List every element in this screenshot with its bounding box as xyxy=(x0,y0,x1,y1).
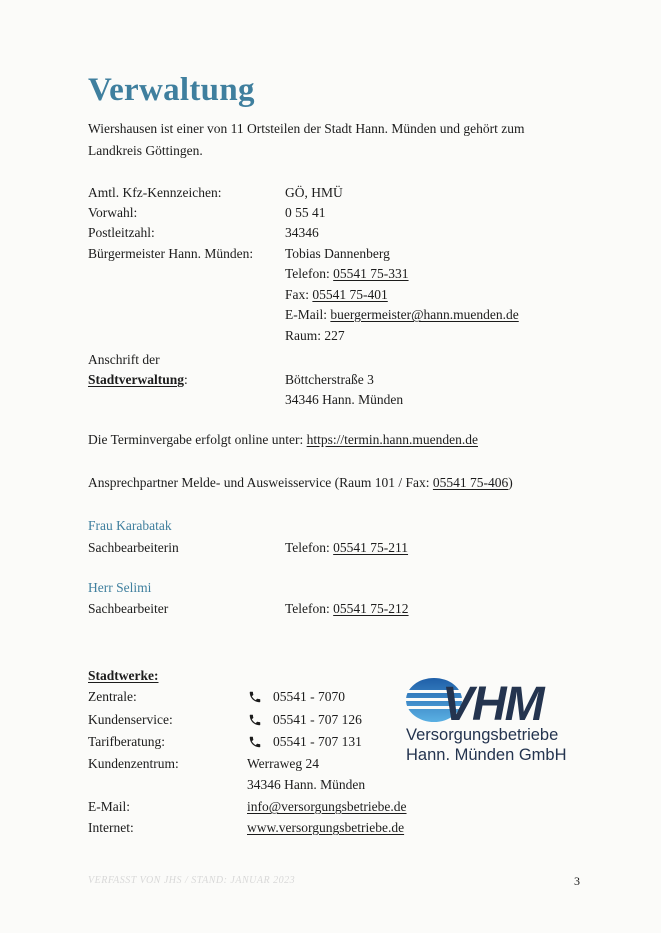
footer-note: VERFASST VON JHS / STAND: JANUAR 2023 xyxy=(88,875,296,886)
phone-prefix: Telefon: xyxy=(285,266,330,281)
buergermeister-label: Bürgermeister Hann. Münden: xyxy=(88,246,254,261)
tarifberatung-label: Tarifberatung: xyxy=(88,734,166,749)
phone-prefix: Telefon: xyxy=(285,540,330,555)
stadtwerke-email-link[interactable]: info@versorgungsbetriebe.de xyxy=(247,799,407,814)
email-label: E-Mail: xyxy=(88,799,130,814)
vorwahl-value: 0 55 41 xyxy=(285,205,326,220)
buergermeister-phone xyxy=(285,264,409,284)
phone-icon xyxy=(248,735,262,749)
ansprech-close: ) xyxy=(508,475,513,490)
contact-phone-link-2[interactable]: 05541 75-212 xyxy=(333,601,409,616)
ansprech-line xyxy=(88,473,513,493)
buergermeister-fax xyxy=(285,285,388,305)
contact-role-1: Sachbearbeiterin xyxy=(88,540,179,555)
vhm-logo xyxy=(404,676,584,766)
phone-icon xyxy=(248,690,262,704)
kundenzentrum-street: Werraweg 24 xyxy=(247,756,320,771)
buergermeister-name: Tobias Dannenberg xyxy=(285,246,390,261)
address-city: 34346 Hann. Münden xyxy=(285,392,404,407)
anschrift-label: Anschrift der xyxy=(88,352,160,367)
vorwahl-label: Vorwahl: xyxy=(88,205,138,220)
stadtverwaltung-label xyxy=(88,370,188,390)
colon: : xyxy=(184,372,188,387)
vhm-logo-mark xyxy=(404,676,584,726)
intro-paragraph: Wiershausen ist einer von 11 Ortsteilen der Stadt Hann. Münden und gehört zum Landkreis Göttingen. xyxy=(88,121,525,158)
plz-value: 34346 xyxy=(285,225,319,240)
page-number: 3 xyxy=(574,874,580,888)
termin-text: Die Terminvergabe erfolgt online unter: xyxy=(88,432,304,447)
zentrale-label: Zentrale: xyxy=(88,689,137,704)
kundenzentrum-city: 34346 Hann. Münden xyxy=(247,777,366,792)
page-title: Verwaltung xyxy=(88,72,255,108)
kundenservice-label: Kundenservice: xyxy=(88,712,173,727)
plz-label: Postleitzahl: xyxy=(88,225,155,240)
contact-name-2: Herr Selimi xyxy=(88,580,152,595)
phone-prefix: Telefon: xyxy=(285,601,330,616)
fax-prefix: Fax: xyxy=(285,287,310,302)
kfz-value: GÖ, HMÜ xyxy=(285,185,343,200)
email-prefix: E-Mail: xyxy=(285,307,327,322)
buergermeister-room: Raum: 227 xyxy=(285,328,345,343)
buergermeister-email xyxy=(285,305,519,325)
termin-line xyxy=(88,430,478,450)
contact-name-1: Frau Karabatak xyxy=(88,518,172,533)
kfz-label: Amtl. Kfz-Kennzeichen: xyxy=(88,185,222,200)
tarifberatung-phone: 05541 - 707 131 xyxy=(273,734,362,749)
vhm-logo-letters: VHM xyxy=(442,678,543,726)
contact-phone-1 xyxy=(285,538,408,558)
phone-icon xyxy=(248,713,262,727)
stadtwerke-heading: Stadtwerke: xyxy=(88,668,159,683)
contact-role-2: Sachbearbeiter xyxy=(88,601,169,616)
internet-label: Internet: xyxy=(88,820,134,835)
termin-link[interactable]: https://termin.hann.muenden.de xyxy=(306,432,478,447)
buergermeister-fax-link[interactable]: 05541 75-401 xyxy=(312,287,388,302)
buergermeister-phone-link[interactable]: 05541 75-331 xyxy=(333,266,409,281)
kundenservice-phone: 05541 - 707 126 xyxy=(273,712,362,727)
address-street: Böttcherstraße 3 xyxy=(285,372,374,387)
contact-phone-link-1[interactable]: 05541 75-211 xyxy=(333,540,409,555)
stadtverwaltung-heading: Stadtverwaltung xyxy=(88,372,185,387)
zentrale-phone: 05541 - 7070 xyxy=(273,689,345,704)
contact-phone-2 xyxy=(285,599,409,619)
logo-text-line-1: Versorgungsbetriebe xyxy=(406,726,559,744)
logo-text-line-2: Hann. Münden GmbH xyxy=(406,746,567,764)
ansprech-fax-link[interactable]: 05541 75-406 xyxy=(432,475,509,490)
stadtwerke-web-link[interactable]: www.versorgungsbetriebe.de xyxy=(247,820,405,835)
buergermeister-email-link[interactable]: buergermeister@hann.muenden.de xyxy=(330,307,519,322)
ansprech-text: Ansprechpartner Melde- und Ausweisservice (Raum 101 / Fax: xyxy=(88,475,430,490)
kundenzentrum-label: Kundenzentrum: xyxy=(88,756,179,771)
